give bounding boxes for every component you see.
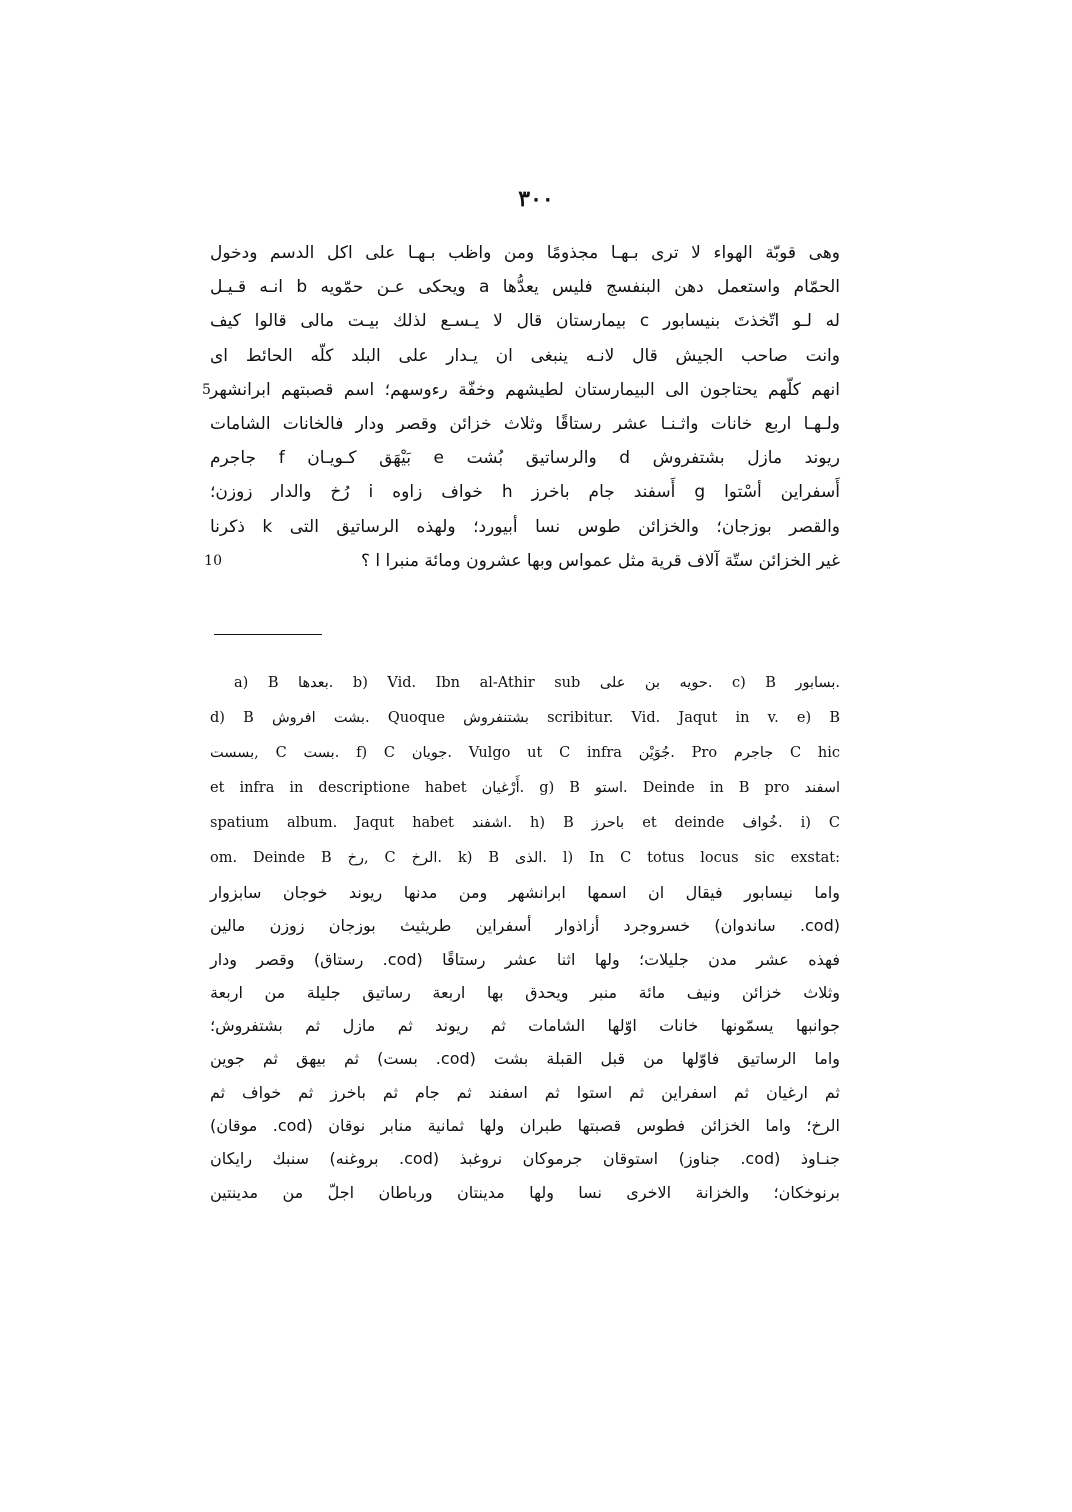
main-text-line: وانت صاحب الجيش قال لانـه ينبغى ان يـدار على البلد كلّه الحائط اى [210,345,840,366]
apparatus-line: d) B بشت افروش. Quoque بشتنفروش scribitur. Vid. Jaqut in v. e) B [210,710,840,726]
critical-apparatus [210,666,840,1209]
apparatus-arabic-line: واما الرساتيق فاوّلها من قبل القبلة بشت (cod. بست) ثم بيهق ثم جوين [210,1049,841,1069]
apparatus-arabic-line: ثم ارغيان ثم اسفراين ثم استوا ثم اسفند ثم جام ثم باخرز ثم خواف ثم [210,1082,840,1102]
main-text-block [202,236,840,578]
main-text-line: 5 انهم كلّهم يحتاجون الى البيمارستان لطيشهم وخفّة رءوسهم؛ اسم قصبتهم ابرانشهر [210,373,840,407]
apparatus-arabic-line: وثلاث خزائن ونيف مائة منبر ويحدق بها اربعة رساتيق جليلة من اربعة [210,982,840,1002]
apparatus-line: spatium album. Jaqut habet اشفند. h) B باحرز et deinde خُواف. i) C [210,815,841,831]
apparatus-arabic-line: فهذه عشر مدن جليلات؛ ولها اثنا عشر رستاقًا (cod. رستاق) وقصر ودار [210,949,840,969]
main-text-line: أَسفراين أسْتوا g أَسفند جام باخرز h خواف زاوه i رُخ والدار زوزن؛ [210,482,840,503]
main-text-line: له لـو اتّخذتَ بنيسابور c بيمارستان قال لا يـسـع لذلك بيـت مالى قالوا كيف [210,311,840,332]
apparatus-arabic-line: برنوخكان؛ والخزانة الاخرى نسا ولها مدينتان ورباطان اجلّ من مدينتين [210,1182,840,1202]
main-text-line: والقصر بوزجان؛ والخزائن طوس نسا أبيورد؛ ولهذه الرساتيق التى k ذكرنا [210,516,840,537]
page-number: ٣٠٠ [518,186,554,212]
main-text-line: 10 غير الخزائن ستّة آلاف قرية مثل عمواس وبها عشرون ومائة منبرا l ؟ [210,544,840,578]
main-text-line: الحمّام واستعمل دهن البنفسج فليس يعدُّها a ويحكى عـن حمّويه b انـه قـيـل [210,277,840,298]
footnote-divider [214,634,322,635]
line-number-marker: 10 [204,552,222,569]
apparatus-line: a) B بعدها. b) Vid. Ibn al-Athir sub حويه بن على. c) B بسابور. [234,675,841,691]
apparatus-arabic-line: الرخ؛ واما الخزائن فطوس قصبتها طبران ولها ثمانية منابر نوقان (cod. موقان) [210,1116,840,1136]
main-text-line: ريوند مازل بشتفروش d والرساتيق بُشت e بَيْهَق كـويـان f جاجرم [210,448,840,469]
apparatus-line: et infra in descriptione habet أَرْغيان. g) B استو. Deinde in B pro اسفند [210,780,840,796]
apparatus-arabic-line: جوانبها يسمّونها خانات اوّلها الشامات ثم ريوند ثم مازل ثم بشتفروش؛ [210,1016,840,1036]
apparatus-arabic-line: جنـاوذ (cod. جناوز) استوقان جرموكان نروغبذ (cod. بروغنه) سنبك رايكان [210,1149,840,1169]
line-number-marker: 5 [202,381,211,398]
apparatus-arabic-line: واما نيسابور فيقال ان اسمها ابرانشهر ومن مدنها ريوند خوجان سابزوار [210,883,840,902]
apparatus-line: بسست, C بست. f) C جويان. Vulgo ut C infra جُوَيْن. Pro جاجرم C hic [210,745,841,761]
main-text-line: وهى قوبّة الهواء لا ترى بـهـا مجذومًا ومن واظب بـهـا على اكل الدسم ودخول [210,243,840,263]
apparatus-arabic-line: (cod. ساندوان) خسروجرد أزاذوار أسفراين طريثيث بوزجان زوزن مالين [210,916,840,936]
main-text-line: ولـهـا اربع خانات واثـنـا عشر رستاقًا وثلاث خزائن وقصر ودار فالخانات الشامات [210,413,840,434]
apparatus-line: om. Deinde B رخ, C الرخ. k) B الذى. l) In C totus locus sic exstat: [210,850,840,866]
